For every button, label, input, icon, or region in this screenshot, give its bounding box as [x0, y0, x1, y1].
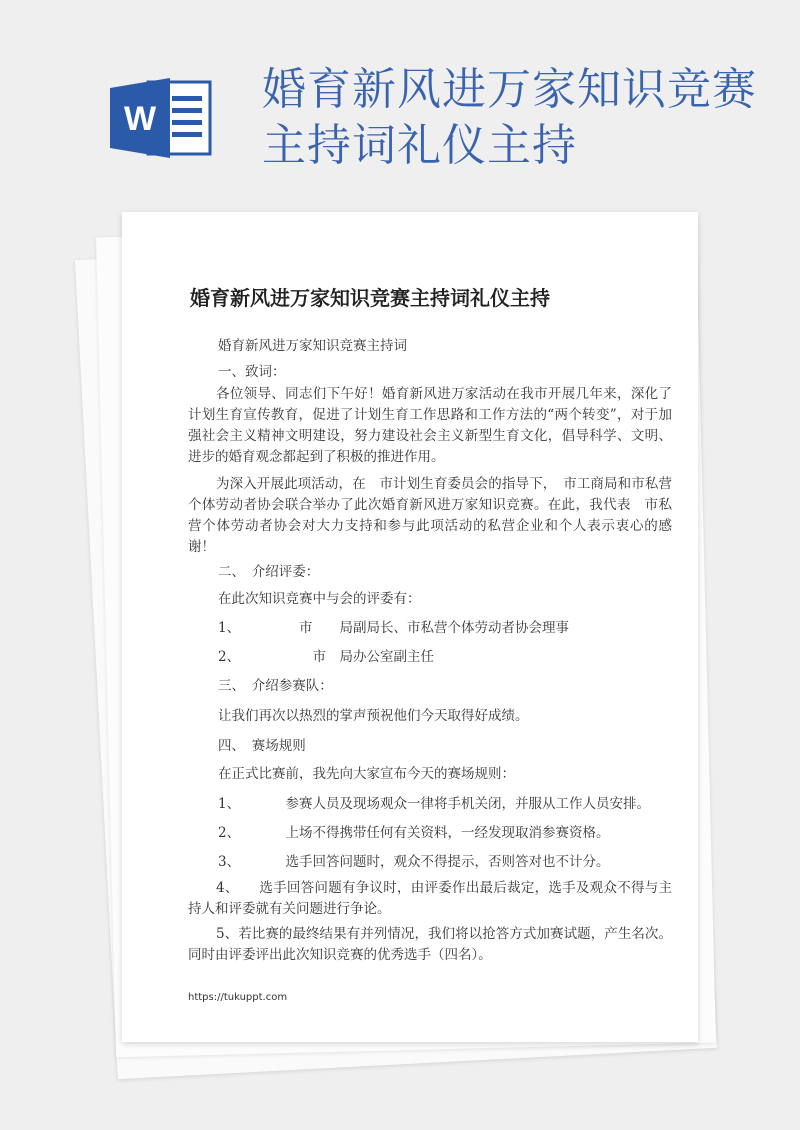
word-logo [110, 78, 218, 158]
paragraph: 5、若比赛的最终结果有并列情况，我们将以抢答方式加赛试题，产生名次。同时由评委评出此次知识竞赛的优秀选手（四名）。 [188, 926, 672, 963]
judges-intro: 在此次知识竞赛中与会的评委有： [218, 591, 421, 607]
list-item [218, 645, 434, 665]
document-subtitle: 婚育新风进万家知识竞赛主持词 [218, 338, 407, 354]
rules-intro: 在正式比赛前，我先向大家宣布今天的赛场规则： [218, 766, 515, 782]
list-item-text: 市 局办公室副主任 [272, 649, 434, 665]
list-item-number: 2、 [218, 825, 241, 841]
list-item [218, 616, 569, 636]
list-item-text: 参赛人员及现场观众一律将手机关闭，并服从工作人员安排。 [272, 796, 650, 812]
section-heading: 四、 赛场规则 [218, 738, 306, 754]
document-page [122, 212, 698, 1042]
section-heading: 二、 介绍评委： [218, 564, 320, 580]
list-item [218, 792, 650, 812]
footer-url-link[interactable]: https://tukuppt.com [188, 992, 288, 1003]
list-item-text: 市 局副局长、市私营个体劳动者协会理事 [272, 620, 569, 636]
list-item [218, 821, 610, 841]
paragraph: 4、 选手回答问题有争议时，由评委作出最后裁定，选手及观众不得与主持人和评委就有关问题进行争论。 [188, 880, 672, 917]
document-title: 婚育新风进万家知识竞赛主持词礼仪主持 [190, 286, 550, 310]
list-item-number: 1、 [218, 796, 241, 812]
paragraph: 为深入开展此项活动，在 市计划生育委员会的指导下， 市工商局和市私营个体劳动者协会联合举办了此次婚育新风进万家知识竞赛。在此，我代表 市私营个体劳动者协会对大力支持和参与此项活动的私营企业和个人表示衷心的感谢！ [188, 476, 672, 555]
list-item-text: 上场不得携带任何有关资料，一经发现取消参赛资格。 [272, 825, 610, 841]
list-item-number: 2、 [218, 649, 241, 665]
list-item [218, 850, 610, 870]
section-heading: 一、致词： [218, 364, 286, 380]
list-item-number: 1、 [218, 620, 241, 636]
logo-letter: W [123, 100, 157, 138]
teams-text: 让我们再次以热烈的掌声预祝他们今天取得好成绩。 [218, 708, 529, 724]
paragraph: 各位领导、同志们下午好！婚育新风进万家活动在我市开展几年来，深化了计划生育宣传教育，促进了计划生育工作思路和工作方法的“两个转变”，对于加强社会主义精神文明建设，努力建设社会主义新型生育文化，倡导科学、文明、进步的婚育观念都起到了积极的推进作用。 [188, 386, 672, 465]
word-document-icon [110, 78, 218, 158]
list-item-text: 选手回答问题时，观众不得提示，否则答对也不计分。 [272, 854, 610, 870]
list-item-number: 3、 [218, 854, 241, 870]
banner-title: 婚育新风进万家知识竞赛主持词礼仪主持 [262, 64, 757, 171]
section-heading: 三、 介绍参赛队： [218, 678, 333, 694]
